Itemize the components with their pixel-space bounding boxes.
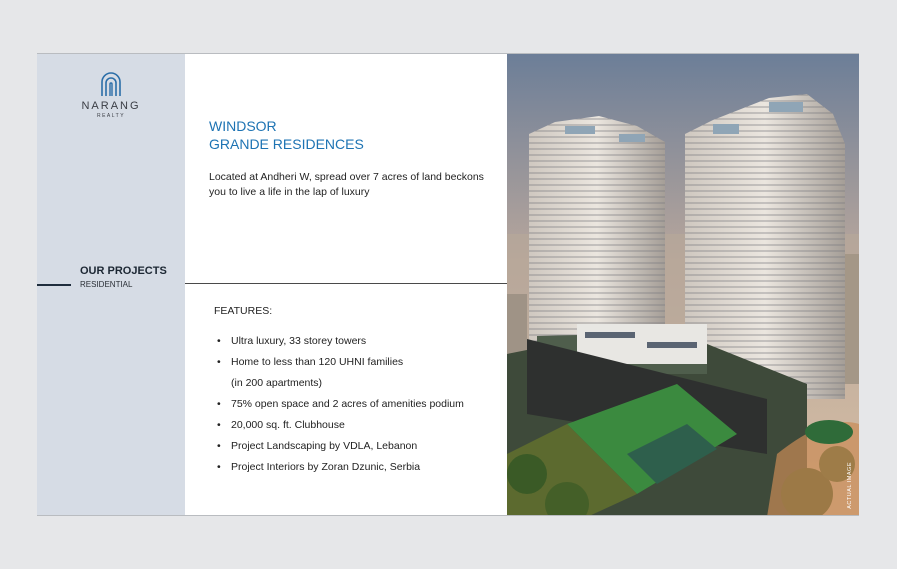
content-panel: [185, 54, 507, 515]
project-photo: [507, 54, 859, 515]
project-title: [209, 117, 364, 153]
feature-item: • Ultra luxury, 33 storey towers: [215, 331, 464, 352]
feature-item: • Home to less than 120 UHNI families: [215, 352, 464, 373]
features-list: [215, 331, 464, 478]
brand-name: NARANG: [81, 100, 141, 112]
bullet-icon: •: [217, 356, 221, 368]
section-marker-line: [37, 284, 71, 286]
feature-item-continuation: (in 200 apartments): [231, 377, 323, 389]
features-label: FEATURES:: [214, 305, 273, 317]
project-title-line2: GRANDE RESIDENCES: [209, 136, 364, 152]
bullet-icon: •: [217, 419, 221, 431]
actual-image-caption: ACTUAL IMAGE: [847, 462, 853, 509]
sidebar: [37, 54, 185, 515]
section-title: OUR PROJECTS: [80, 265, 167, 277]
arch-logo-icon: [100, 72, 122, 96]
towers-photo-illustration: [507, 54, 859, 516]
section-subtitle: RESIDENTIAL: [80, 280, 133, 289]
bullet-icon: •: [217, 461, 221, 473]
feature-item: • 75% open space and 2 acres of amenities podium: [215, 394, 464, 415]
bullet-icon: •: [217, 335, 221, 347]
slide: [37, 53, 859, 516]
brand-logo: [37, 72, 185, 119]
brand-sub: REALTY: [96, 113, 126, 119]
project-description: Located at Andheri W, spread over 7 acres of land beckons you to live a life in the lap of luxury: [209, 171, 484, 198]
feature-item: • 20,000 sq. ft. Clubhouse: [215, 415, 464, 436]
project-title-line1: WINDSOR: [209, 118, 277, 134]
bullet-icon: •: [217, 398, 221, 410]
feature-item: • Project Landscaping by VDLA, Lebanon: [215, 436, 464, 457]
bullet-icon: •: [217, 440, 221, 452]
divider: [185, 283, 507, 284]
feature-item: • Project Interiors by Zoran Dzunic, Serbia: [215, 457, 464, 478]
